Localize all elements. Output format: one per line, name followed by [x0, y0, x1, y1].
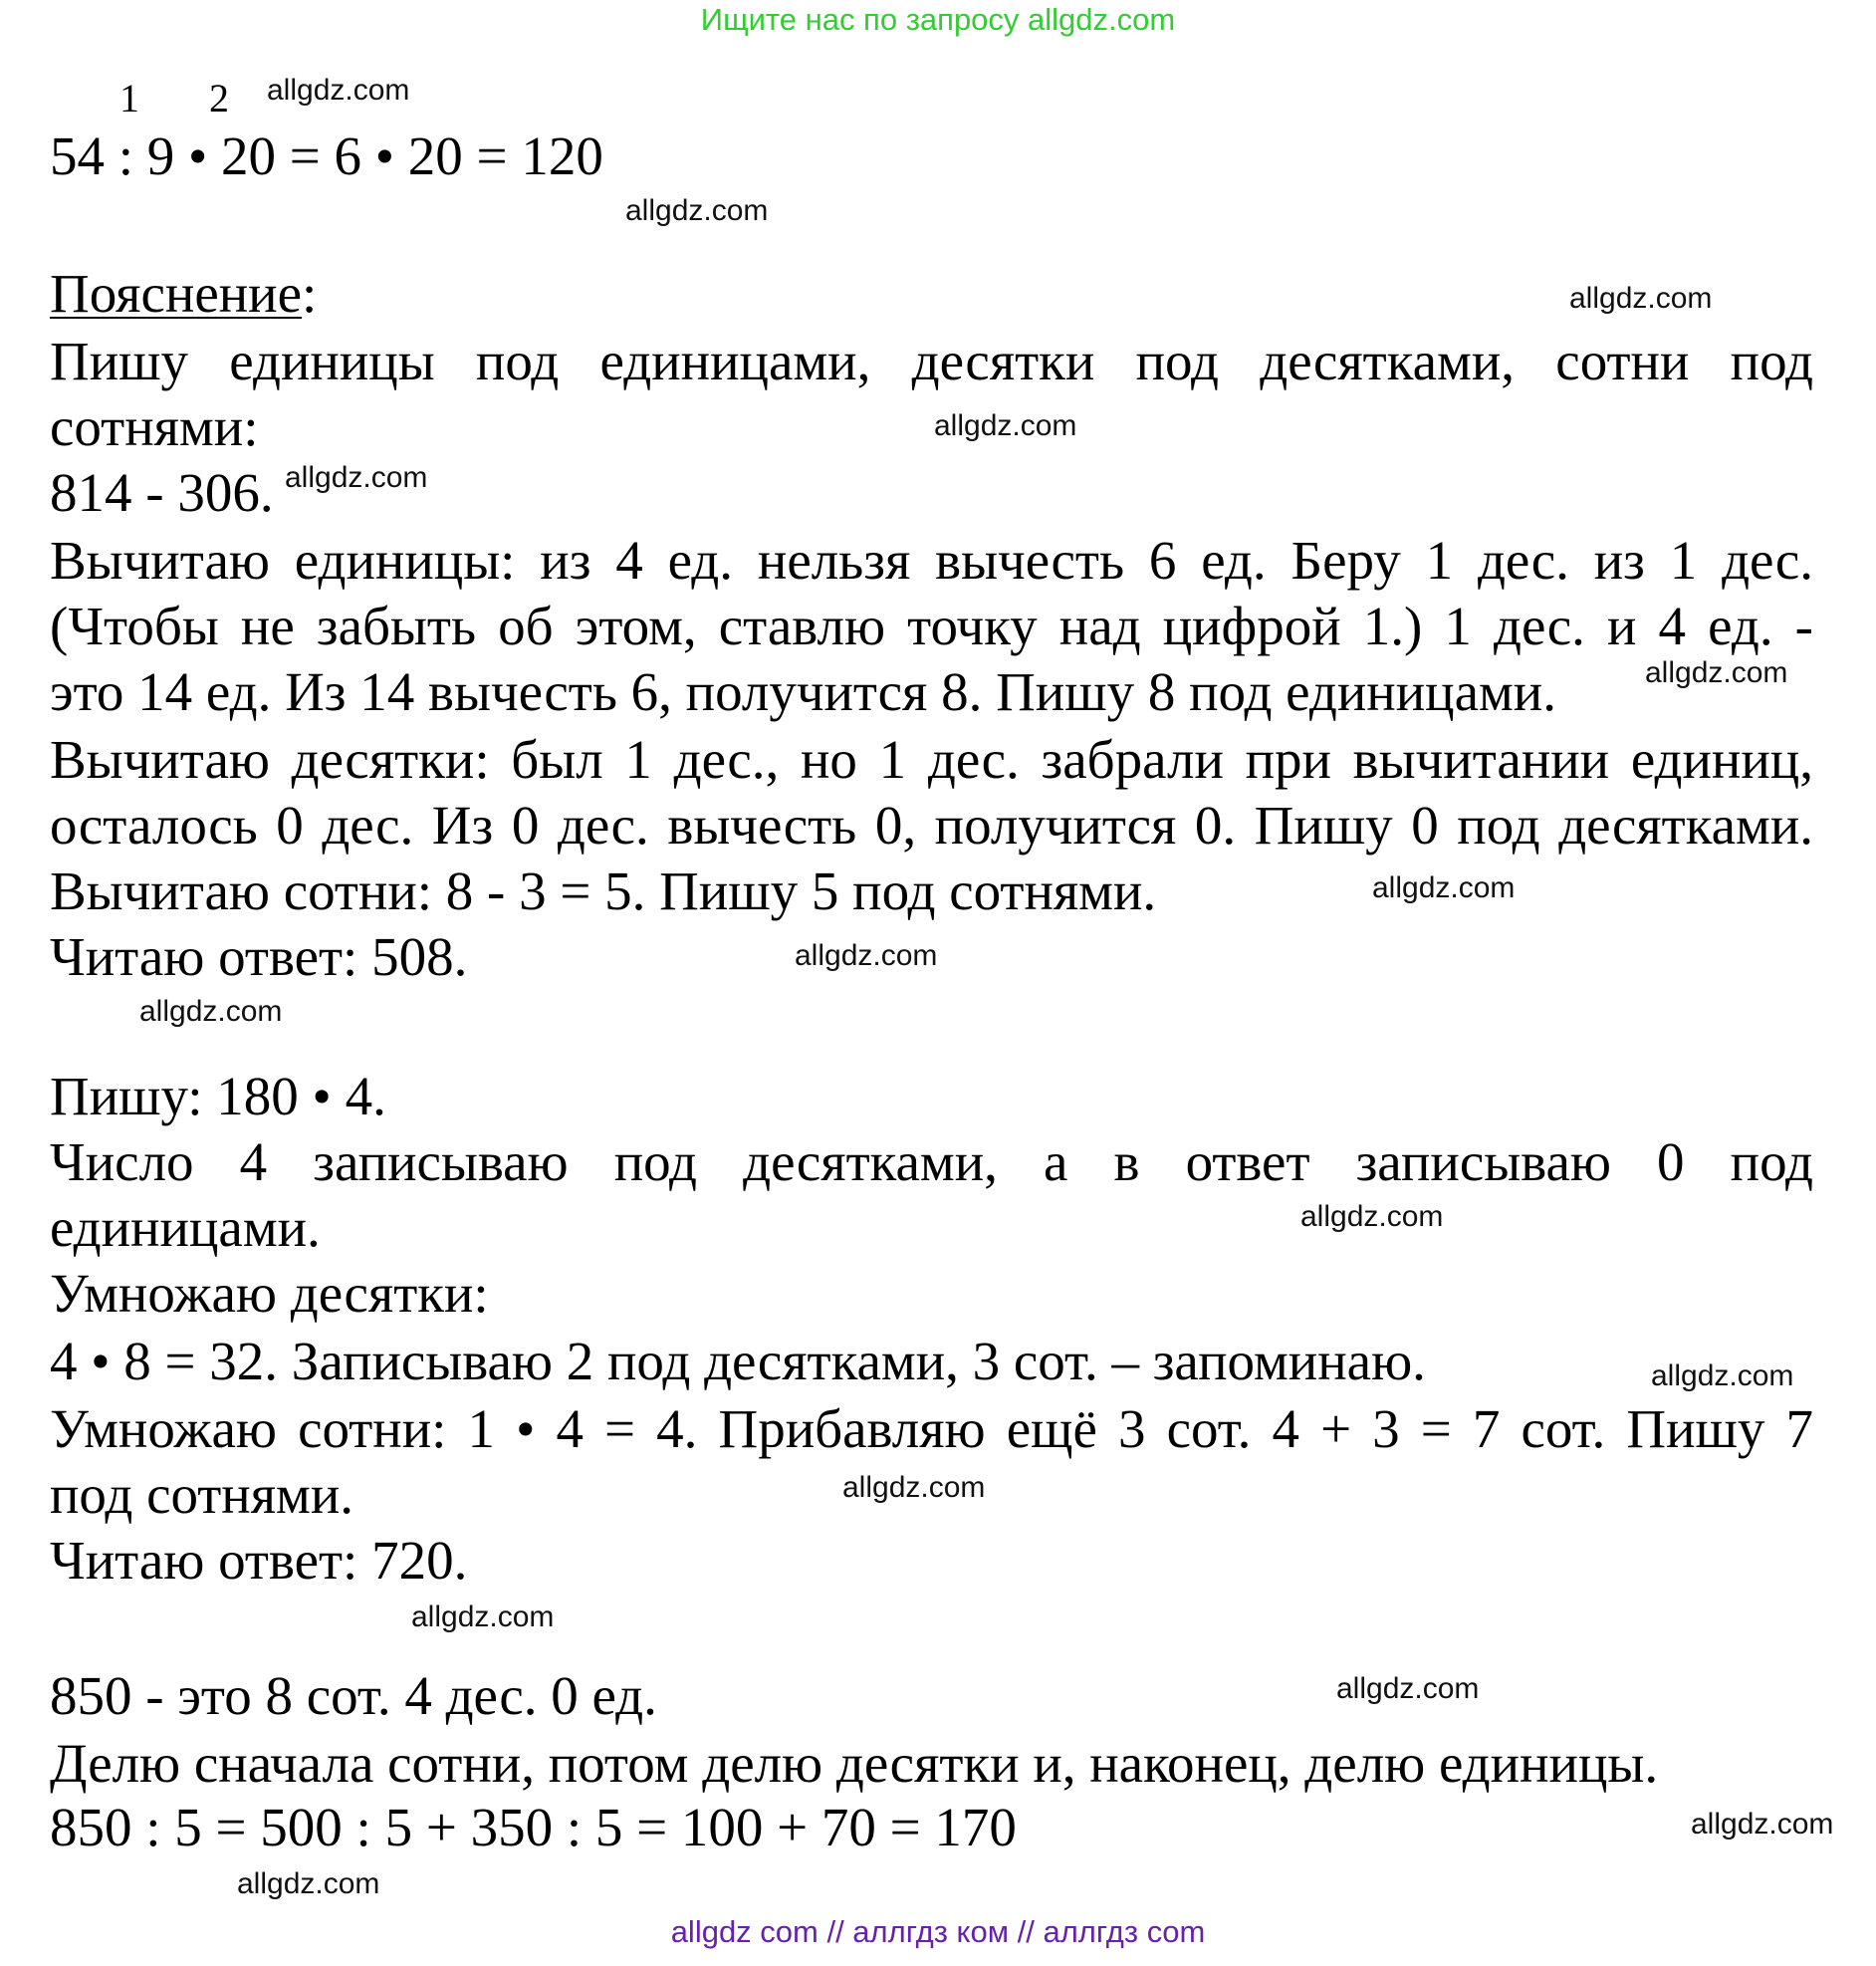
explanation-example: 814 - 306.	[50, 462, 274, 523]
watermark: allgdz.com	[1691, 1808, 1834, 1841]
multiplication-tens-calc: 4 • 8 = 32. Записываю 2 под десятками, 3 сот. – запоминаю.	[50, 1331, 1426, 1391]
units-line2: (Чтобы не забыть об этом, ставлю точку над цифрой 1.) 1 дес. и 4 ед. -	[50, 596, 1813, 656]
multiplication-place-line1: Число 4 записываю под десятками, а в ответ записываю 0 под	[50, 1131, 1813, 1192]
top-banner[interactable]: Ищите нас по запросу allgdz.com	[700, 2, 1176, 37]
watermark: allgdz.com	[1645, 656, 1788, 689]
watermark: allgdz.com	[934, 409, 1077, 442]
units-line3: это 14 ед. Из 14 вычесть 6, получится 8. Пишу 8 под единицами.	[50, 661, 1556, 722]
explanation-heading: Пояснение	[50, 263, 303, 324]
expression-54-div-9: 54 : 9 • 20 = 6 • 20 = 120	[50, 125, 603, 186]
division-method: Делю сначала сотни, потом делю десятки и, наконец, делю единицы.	[50, 1733, 1659, 1794]
watermark: allgdz.com	[411, 1600, 555, 1633]
explanation-heading-colon: :	[302, 263, 318, 324]
division-decomposition: 850 - это 8 сот. 4 дес. 0 ед.	[50, 1665, 657, 1726]
multiplication-hundreds-line1: Умножаю сотни: 1 • 4 = 4. Прибавляю ещё 3 сот. 4 + 3 = 7 сот. Пишу 7	[50, 1398, 1813, 1459]
bottom-banner[interactable]: allgdz com // аллгдз ком // аллгдз com	[670, 1914, 1206, 1949]
order-mark-2: 2	[209, 76, 229, 121]
order-mark-1: 1	[119, 76, 139, 121]
tens-line1: Вычитаю десятки: был 1 дес., но 1 дес. забрали при вычитании единиц,	[50, 729, 1813, 790]
units-line1: Вычитаю единицы: из 4 ед. нельзя вычесть 6 ед. Беру 1 дес. из 1 дес.	[50, 530, 1813, 591]
watermark: allgdz.com	[1300, 1200, 1444, 1233]
watermark: allgdz.com	[267, 74, 410, 107]
multiplication-tens-heading: Умножаю десятки:	[50, 1263, 489, 1324]
answer-720: Читаю ответ: 720.	[50, 1530, 468, 1591]
explanation-intro-line2: сотнями:	[50, 396, 259, 457]
explanation-heading-line	[50, 261, 317, 327]
multiplication-place-line2: единицами.	[50, 1197, 321, 1258]
watermark: allgdz.com	[842, 1471, 986, 1504]
multiplication-hundreds-line2: под сотнями.	[50, 1464, 354, 1525]
watermark: allgdz.com	[625, 194, 769, 227]
multiplication-write: Пишу: 180 • 4.	[50, 1066, 386, 1126]
watermark: allgdz.com	[1569, 282, 1713, 315]
watermark: allgdz.com	[139, 995, 283, 1028]
answer-508: Читаю ответ: 508.	[50, 926, 468, 987]
watermark: allgdz.com	[1372, 871, 1516, 904]
watermark: allgdz.com	[795, 939, 938, 972]
explanation-intro-line1: Пишу единицы под единицами, десятки под десятками, сотни под	[50, 331, 1813, 391]
watermark: allgdz.com	[285, 461, 428, 494]
hundreds-line: Вычитаю сотни: 8 - 3 = 5. Пишу 5 под сотнями.	[50, 860, 1157, 921]
watermark: allgdz.com	[237, 1867, 380, 1900]
division-calc: 850 : 5 = 500 : 5 + 350 : 5 = 100 + 70 = 170	[50, 1797, 1017, 1857]
watermark: allgdz.com	[1651, 1359, 1794, 1392]
tens-line2: осталось 0 дес. Из 0 дес. вычесть 0, получится 0. Пишу 0 под десятками.	[50, 795, 1813, 856]
watermark: allgdz.com	[1336, 1672, 1480, 1705]
